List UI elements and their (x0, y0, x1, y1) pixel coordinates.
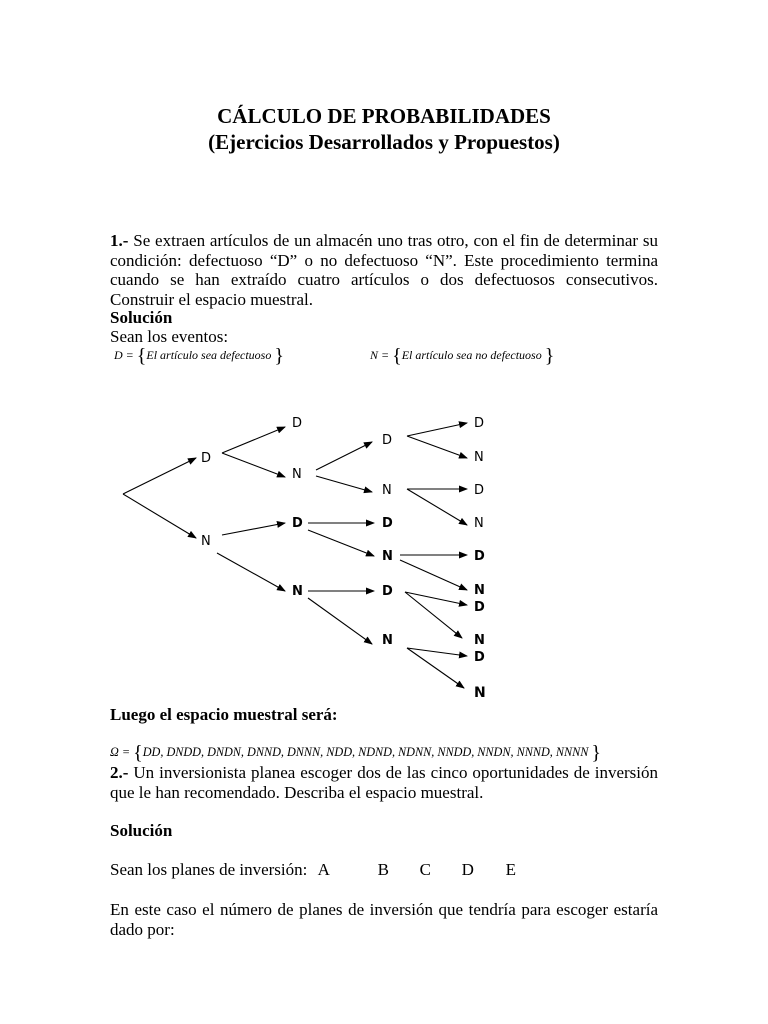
exercise-2-case-text: En este caso el número de planes de inversión que tendría para escoger estaría dado por: (110, 900, 658, 939)
plan-c: C (419, 860, 431, 879)
tree-label: N (474, 583, 485, 598)
tree-branch (123, 494, 196, 538)
omega-close-brace: } (591, 742, 602, 764)
omega-lhs: Ω = (110, 745, 134, 759)
tree-label: D (382, 584, 393, 599)
tree-branch (407, 489, 467, 525)
event-d-open-brace: { (136, 345, 147, 367)
event-d-body: El artículo sea defectuoso (146, 348, 272, 362)
tree-branch (407, 436, 467, 458)
tree-label: D (201, 451, 212, 466)
event-d-lhs: D = (114, 348, 137, 362)
event-n-open-brace: { (392, 345, 402, 367)
event-n-close-brace: } (544, 345, 555, 367)
tree-branch (123, 458, 196, 494)
event-d-close-brace: } (274, 345, 284, 367)
exercise-2-solution-heading: Solución (110, 821, 173, 840)
event-n-body: El artículo sea no defectuoso (401, 348, 542, 362)
event-n-definition (370, 345, 554, 368)
tree-branch (405, 592, 462, 638)
tree-label: D (474, 549, 485, 564)
plan-d: D (461, 860, 474, 879)
investment-plans-line (110, 860, 516, 880)
tree-label: N (201, 534, 211, 549)
sample-space-omega (110, 742, 601, 765)
tree-label: N (382, 483, 392, 498)
tree-label: N (474, 516, 484, 531)
exercise-1-statement (110, 231, 658, 309)
tree-label: N (292, 584, 303, 599)
tree-label: D (474, 650, 485, 665)
tree-branch (222, 453, 285, 477)
page-subtitle: (Ejercicios Desarrollados y Propuestos) (208, 130, 560, 154)
tree-branch (316, 476, 372, 492)
tree-label: N (382, 633, 393, 648)
events-intro: Sean los eventos: (110, 327, 229, 346)
tree-label: D (292, 516, 303, 531)
exercise-1-number: 1.- (110, 231, 129, 250)
tree-branch (308, 598, 372, 644)
exercise-2-number: 2.- (110, 763, 129, 782)
tree-branch (407, 423, 467, 436)
page-title: CÁLCULO DE PROBABILIDADES (217, 104, 551, 128)
tree-branch (405, 592, 467, 605)
exercise-2-statement (110, 763, 658, 802)
plan-b: B (377, 860, 389, 879)
tree-branch (400, 560, 467, 590)
exercise-2-text: Un inversionista planea escoger dos de las cinco oportunidades de inversión que le han recomendado. Describa el espacio muestral. (110, 763, 658, 802)
tree-label: N (382, 549, 393, 564)
tree-label: D (382, 433, 393, 448)
tree-label: D (474, 600, 485, 615)
tree-label: D (292, 416, 303, 431)
tree-branch (217, 553, 285, 591)
tree-label: N (292, 467, 302, 482)
tree-label: D (382, 516, 393, 531)
tree-branch (222, 427, 285, 453)
tree-label: D (474, 483, 485, 498)
omega-body: DD, DNDD, DNDN, DNND, DNNN, NDD, NDND, NDNN, NNDD, NNDN, NNND, NNNN (142, 745, 589, 759)
tree-branch (308, 530, 374, 556)
omega-open-brace: { (133, 742, 143, 764)
probability-tree-diagram (110, 405, 530, 705)
tree-branch (316, 442, 372, 470)
tree-label: N (474, 633, 485, 648)
plan-e: E (505, 860, 516, 879)
event-d-definition (114, 345, 284, 368)
tree-label: D (474, 416, 485, 431)
event-n-lhs: N = (370, 348, 393, 362)
tree-branch (222, 523, 285, 535)
tree-label: N (474, 685, 486, 701)
sample-space-intro: Luego el espacio muestral será: (110, 705, 338, 724)
exercise-1-text: Se extraen artículos de un almacén uno tras otro, con el fin de determinar su condición: defectuoso “D” o no defectuoso “N”. Este procedimiento termina cuando se han extraído cuatro artículos o dos defectuosos consecutivos. Construir el espacio muestral. (110, 231, 658, 309)
plans-label: Sean los planes de inversión: (110, 860, 308, 879)
plan-a: A (317, 860, 330, 879)
tree-label: N (474, 450, 484, 465)
exercise-1-solution-heading: Solución (110, 308, 173, 327)
